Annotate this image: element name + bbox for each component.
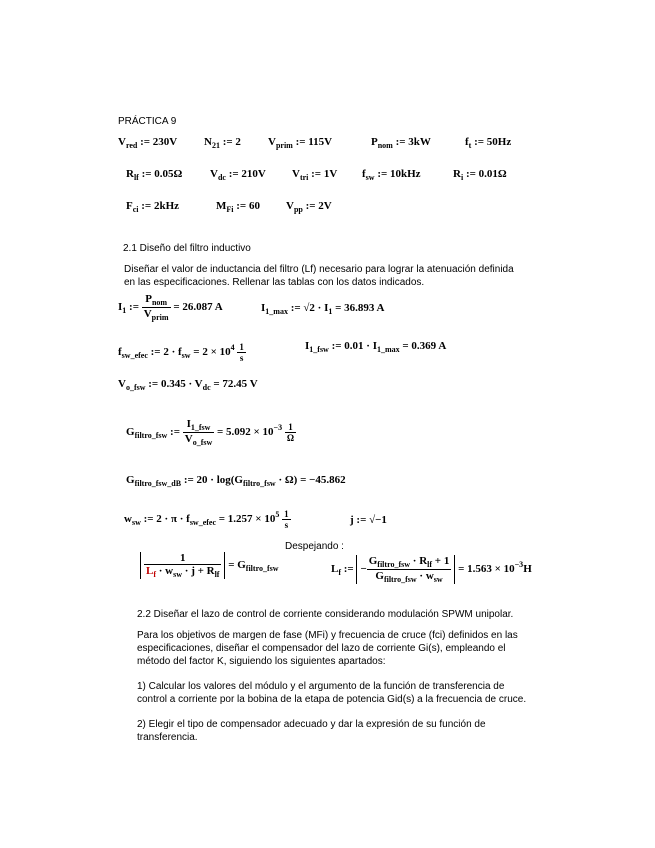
unit-lf: H [523,563,532,576]
equation-g-filtro-db: $G_{filtro\_fsw\_dB}$ := $20 \cdot \log(G_{filtro\_fsw} \cdot \Omega) = -45.862$ [126,474,346,488]
param-rlf: $R_{lf}$ := 0.05Ω [126,168,183,182]
param-n21: $N_{21}$ := 2 [204,136,241,150]
paragraph-line: especificaciones, diseñar el compensador del lazo de corriente Gi(s), empleando el [137,643,506,654]
section-heading-filter: 2.1 Diseño del filtro inductivo [123,243,251,254]
param-vdc: $V_{dc}$ := 210V [210,168,266,182]
equation-lf: $L_f$ := − $\frac{G_{filtro\_fsw} \cdot R_{lf} + 1}{G_{filtro\_fsw} \cdot w_{sw}}$ = $1.563 \times 10^{-3}H$ [331,555,532,584]
section-heading-control: 2.2 Diseñar el lazo de control de corriente considerando modulación SPWM unipolar. [137,609,514,620]
paragraph-line: Diseñar el valor de inductancia del filtro (Lf) necesario para lograr la atenuación definida [124,264,514,275]
result-wsw: = 1.257 × 10 [218,513,276,526]
result-fsw-efec: = 2 × 10 [193,346,231,359]
param-vred: $V_{red}$ := 230V [118,136,178,150]
param-pnom: $P_{nom}$ := 3kW [371,136,431,150]
result-i1: = 26.087 A [173,301,223,314]
param-row-2 [126,168,546,186]
result-lf: = 1.563 × 10 [458,563,515,576]
param-row-1 [118,136,538,154]
step-1 [137,680,526,706]
unit-fraction: $\frac{1}{s}$ [284,509,289,530]
param-fsw: $f_{sw}$ := 10kHz [362,168,421,182]
paragraph-line: en las especificaciones. Rellenar las tablas con los datos indicados. [124,277,425,288]
fraction: $\frac{G_{filtro\_fsw} \cdot R_{lf} + 1}{G_{filtro\_fsw} \cdot w_{sw}}$ [368,555,450,584]
despejando-label: Despejando : [285,541,344,552]
equation-fsw-efec: $f_{sw\_efec}$ := $2 \cdot f_{sw} = 2 \times 10^4$ $\frac{1}{s}$ [118,342,244,363]
param-vtri: $V_{tri}$ := 1V [292,168,338,182]
result-vo-fsw: = 72.45 V [213,378,258,390]
result-i1-fsw: = 0.369 A [402,340,447,352]
paragraph-line: 2) Elegir el tipo de compensador adecuado y dar la expresión de su función de [137,719,486,730]
paragraph-line: control a corriente por la bobina de la etapa de potencia Gid(s) a la frecuencia de cruce. [137,694,527,705]
param-fci: $F_{ci}$ := 2kHz [126,200,180,214]
result-g-filtro-db: = −45.862 [300,474,346,486]
paragraph-line: método del factor K, siguiendo los siguientes apartados: [137,656,386,667]
param-vpp: $V_{pp}$ := 2V [286,200,332,214]
equation-vo-fsw: $V_{o\_fsw}$ := $0.345 \cdot V_{dc} = 72.45$ V [118,378,258,392]
param-mfi: $M_{Fi}$ := 60 [216,200,260,214]
absolute-value [140,552,225,579]
fraction: $\frac{1}{L_f \cdot w_{sw} \cdot j + R_{lf}}$ [146,552,220,579]
paragraph-line: transferencia. [137,732,198,743]
section-paragraph-filter [124,263,514,289]
fraction: $\frac{I_{1\_fsw}}{V_{o\_fsw}}$ [184,418,213,447]
param-ri: $R_i$ := 0.01Ω [453,168,507,182]
param-ft: $f_t$ := 50Hz [465,136,512,150]
param-row-3 [126,200,426,218]
equation-i1: $I_1$ := $\frac{P_{nom}}{V_{prim}}$ = 26.087 A [118,293,223,322]
equation-modulus: $\frac{1}{L_f \cdot w_{sw} \cdot j + R_{lf}}$ = $G_{filtro\_fsw}$ [140,552,279,579]
unit-fraction: $\frac{1}{s}$ [239,342,244,363]
paragraph-line: Para los objetivos de margen de fase (MFi) y frecuencia de cruce (fci) definidos en las [137,630,518,641]
fraction: $\frac{P_{nom}}{V_{prim}}$ [143,293,169,322]
equation-wsw: $w_{sw}$ := $2 \cdot \pi \cdot f_{sw\_efec} = 1.257 \times 10^5$ $\frac{1}{s}$ [124,509,289,530]
paragraph-line: 1) Calcular los valores del módulo y el argumento de la función de transferencia de [137,681,505,692]
equation-g-filtro: $G_{filtro\_fsw}$ := $\frac{I_{1\_fsw}}{V_{o\_fsw}}$ = $5.092 \times 10^{-3}$ $\frac{1}{\Omega}$ [126,418,295,447]
step-2 [137,718,486,744]
param-vprim: $V_{prim}$ := 115V [268,136,333,150]
result-g-filtro: = 5.092 × 10 [217,426,274,439]
equation-j: j := √−1 [350,514,387,526]
absolute-value: − $\frac{G_{filtro\_fsw} \cdot R_{lf} + 1}{G_{filtro\_fsw} \cdot w_{sw}}$ [356,555,455,584]
equation-i1-max: $I_{1\_max}$ := $√2 \cdot I_1 = 36.893$ A [261,302,385,316]
unit-fraction: $\frac{1}{\Omega}$ [286,422,295,443]
section-paragraph-control [137,629,518,668]
page-title: PRÁCTICA 9 [118,116,177,127]
equation-i1-fsw: $I_{1\_fsw}$ := $0.01 \cdot I_{1\_max} = 0.369$ A [305,340,447,354]
result-i1-max: = 36.893 A [335,302,385,314]
